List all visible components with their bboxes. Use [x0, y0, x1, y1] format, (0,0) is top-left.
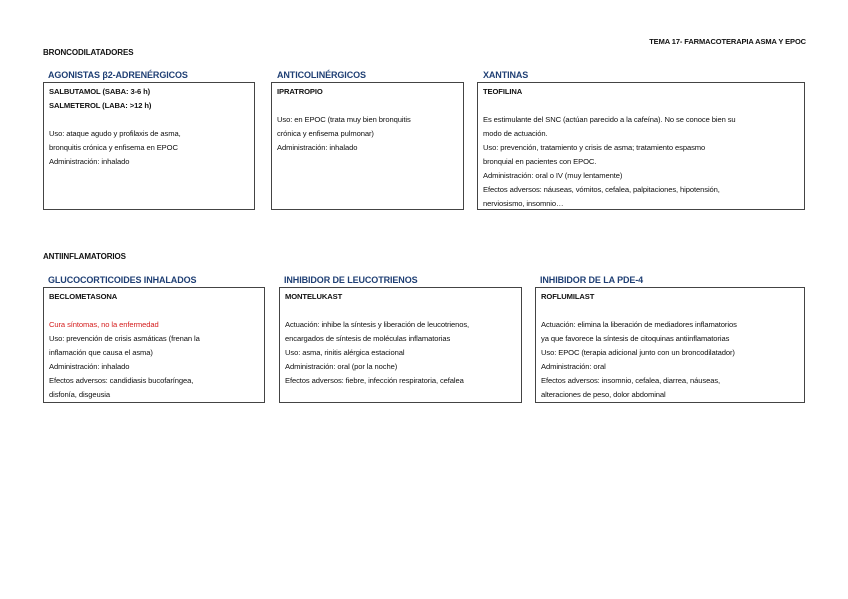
- spacer: [49, 304, 259, 318]
- drug-name: SALMETEROL (LABA: >12 h): [49, 101, 152, 110]
- card-line: Administración: inhalado: [49, 362, 130, 371]
- column-title-leucotrienos: INHIBIDOR DE LEUCOTRIENOS: [284, 275, 418, 285]
- card-line: Administración: oral: [541, 362, 606, 371]
- card-line: Efectos adversos: fiebre, infección respiratoria, cefalea: [285, 376, 464, 385]
- highlight-note: Cura síntomas, no la enfermedad: [49, 320, 159, 329]
- drug-card-glucocorticoides: [43, 287, 265, 403]
- drug-name: SALBUTAMOL (SABA: 3-6 h): [49, 87, 151, 96]
- card-line: Administración: inhalado: [277, 143, 358, 152]
- card-line: encargados de síntesis de moléculas inflamatorias: [285, 334, 451, 343]
- spacer: [483, 99, 799, 113]
- card-line: bronquitis crónica y enfisema en EPOC: [49, 143, 178, 152]
- spacer: [541, 304, 799, 318]
- page-header-topic: TEMA 17- FARMACOTERAPIA ASMA Y EPOC: [649, 37, 806, 46]
- card-line: modo de actuación.: [483, 129, 548, 138]
- card-line: Uso: asma, rinitis alérgica estacional: [285, 348, 405, 357]
- card-line: Actuación: inhibe la síntesis y liberación de leucotrienos,: [285, 320, 470, 329]
- card-line: Es estimulante del SNC (actúan parecido a la cafeína). No se conoce bien su: [483, 115, 736, 124]
- card-line: Administración: inhalado: [49, 157, 130, 166]
- card-line: crónica y enfisema pulmonar): [277, 129, 374, 138]
- spacer: [277, 99, 458, 113]
- card-line: ya que favorece la síntesis de citoquinas antiinflamatorias: [541, 334, 730, 343]
- drug-name: ROFLUMILAST: [541, 292, 595, 301]
- section-title-antiinflamatorios: ANTIINFLAMATORIOS: [43, 252, 126, 261]
- drug-card-leucotrienos: [279, 287, 522, 403]
- section-title-broncodilatadores: BRONCODILATADORES: [43, 48, 134, 57]
- card-line: Actuación: elimina la liberación de mediadores inflamatorios: [541, 320, 737, 329]
- card-line: Efectos adversos: náuseas, vómitos, cefalea, palpitaciones, hipotensión,: [483, 185, 720, 194]
- column-title-pde4: INHIBIDOR DE LA PDE-4: [540, 275, 644, 285]
- card-line: Uso: prevención de crisis asmáticas (frenan la: [49, 334, 200, 343]
- card-line: nerviosismo, insomnio…: [483, 199, 564, 208]
- drug-name: IPRATROPIO: [277, 87, 323, 96]
- drug-card-xantinas: [477, 82, 805, 210]
- spacer: [285, 304, 516, 318]
- card-line: Administración: oral o IV (muy lentamente): [483, 171, 623, 180]
- column-title-agonistas: AGONISTAS β2-ADRENÉRGICOS: [48, 70, 188, 80]
- card-line: Efectos adversos: candidiasis bucofaríngea,: [49, 376, 194, 385]
- column-title-xantinas: XANTINAS: [483, 70, 529, 80]
- column-title-anticolinergicos: ANTICOLINÉRGICOS: [277, 70, 366, 80]
- card-line: inflamación que causa el asma): [49, 348, 153, 357]
- column-title-glucocorticoides: GLUCOCORTICOIDES INHALADOS: [48, 275, 197, 285]
- card-line: Uso: prevención, tratamiento y crisis de asma; tratamiento espasmo: [483, 143, 706, 152]
- card-line: Uso: ataque agudo y profilaxis de asma,: [49, 129, 181, 138]
- drug-card-pde4: [535, 287, 805, 403]
- spacer: [49, 113, 249, 127]
- drug-name: TEOFILINA: [483, 87, 523, 96]
- drug-name: BECLOMETASONA: [49, 292, 118, 301]
- card-line: Administración: oral (por la noche): [285, 362, 398, 371]
- card-line: Uso: EPOC (terapia adicional junto con un broncodilatador): [541, 348, 735, 357]
- card-line: alteraciones de peso, dolor abdominal: [541, 390, 666, 399]
- card-line: disfonía, disgeusia: [49, 390, 111, 399]
- drug-name: MONTELUKAST: [285, 292, 343, 301]
- drug-card-agonistas: [43, 82, 255, 210]
- card-line: Efectos adversos: insomnio, cefalea, diarrea, náuseas,: [541, 376, 721, 385]
- card-line: Uso: en EPOC (trata muy bien bronquitis: [277, 115, 411, 124]
- drug-card-anticolinergicos: [271, 82, 464, 210]
- card-line: bronquial en pacientes con EPOC.: [483, 157, 597, 166]
